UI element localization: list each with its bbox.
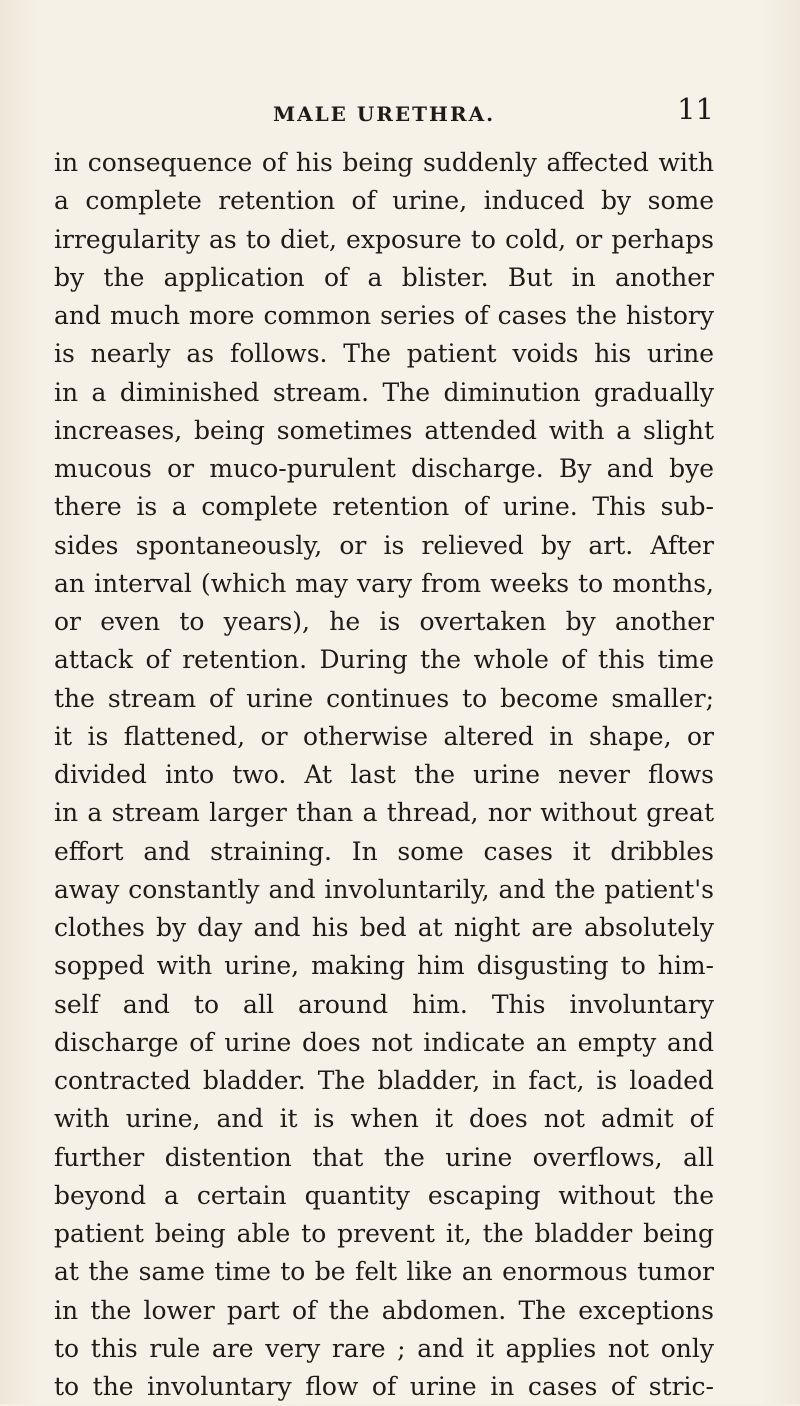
text-line: increases, being sometimes attended with a slight	[54, 415, 714, 445]
text-line: attack of retention. During the whole of this time	[54, 645, 714, 675]
body-text	[54, 144, 714, 1406]
text-line: clothes by day and his bed at night are absolutely	[54, 913, 714, 942]
text-line: a complete retention of urine, induced by some	[54, 186, 714, 216]
page-header	[54, 92, 714, 132]
text-line: or even to years), he is overtaken by another	[54, 607, 714, 636]
text-line: sopped with urine, making him disgusting to him-	[54, 951, 714, 981]
text-line: beyond a certain quantity escaping without the	[54, 1180, 714, 1210]
running-head: MALE URETHRA.	[272, 102, 496, 126]
text-line: irregularity as to diet, exposure to cold, or perhaps	[54, 224, 714, 254]
text-line: effort and straining. In some cases it dribbles	[54, 836, 714, 866]
text-line: and much more common series of cases the history	[54, 301, 714, 330]
text-line: in the lower part of the abdomen. The exceptions	[54, 1295, 714, 1325]
text-line: patient being able to prevent it, the bladder being	[54, 1219, 714, 1248]
text-line: there is a complete retention of urine. This sub-	[54, 492, 714, 522]
text-line: an interval (which may vary from weeks to months,	[54, 568, 714, 598]
text-line: at the same time to be felt like an enormous tumor	[54, 1257, 714, 1287]
text-line: to this rule are very rare ; and it applies not only	[54, 1333, 714, 1363]
text-line: away constantly and involuntarily, and the patient's	[54, 874, 714, 904]
text-line: discharge of urine does not indicate an empty and	[54, 1027, 714, 1057]
text-line: self and to all around him. This involuntary	[54, 989, 714, 1019]
text-line: is nearly as follows. The patient voids his urine	[54, 339, 714, 369]
text-line: the stream of urine continues to become smaller;	[54, 683, 714, 713]
text-line: in a diminished stream. The diminution gradually	[54, 377, 714, 407]
text-line: mucous or muco-purulent discharge. By and bye	[54, 454, 714, 483]
text-line: in a stream larger than a thread, nor without great	[54, 798, 714, 828]
text-line: by the application of a blister. But in another	[54, 262, 714, 292]
text-line: to the involuntary flow of urine in cases of stric-	[54, 1372, 714, 1401]
text-line: sides spontaneously, or is relieved by art. After	[54, 530, 714, 560]
text-line: contracted bladder. The bladder, in fact, is loaded	[54, 1066, 714, 1095]
page-number: 11	[677, 92, 714, 126]
text-line: divided into two. At last the urine never flows	[54, 760, 714, 789]
text-line: in consequence of his being suddenly affected with	[54, 148, 714, 177]
text-line: with urine, and it is when it does not admit of	[54, 1104, 714, 1134]
text-line: further distention that the urine overflows, all	[54, 1142, 714, 1172]
text-line: it is flattened, or otherwise altered in shape, or	[54, 721, 714, 751]
